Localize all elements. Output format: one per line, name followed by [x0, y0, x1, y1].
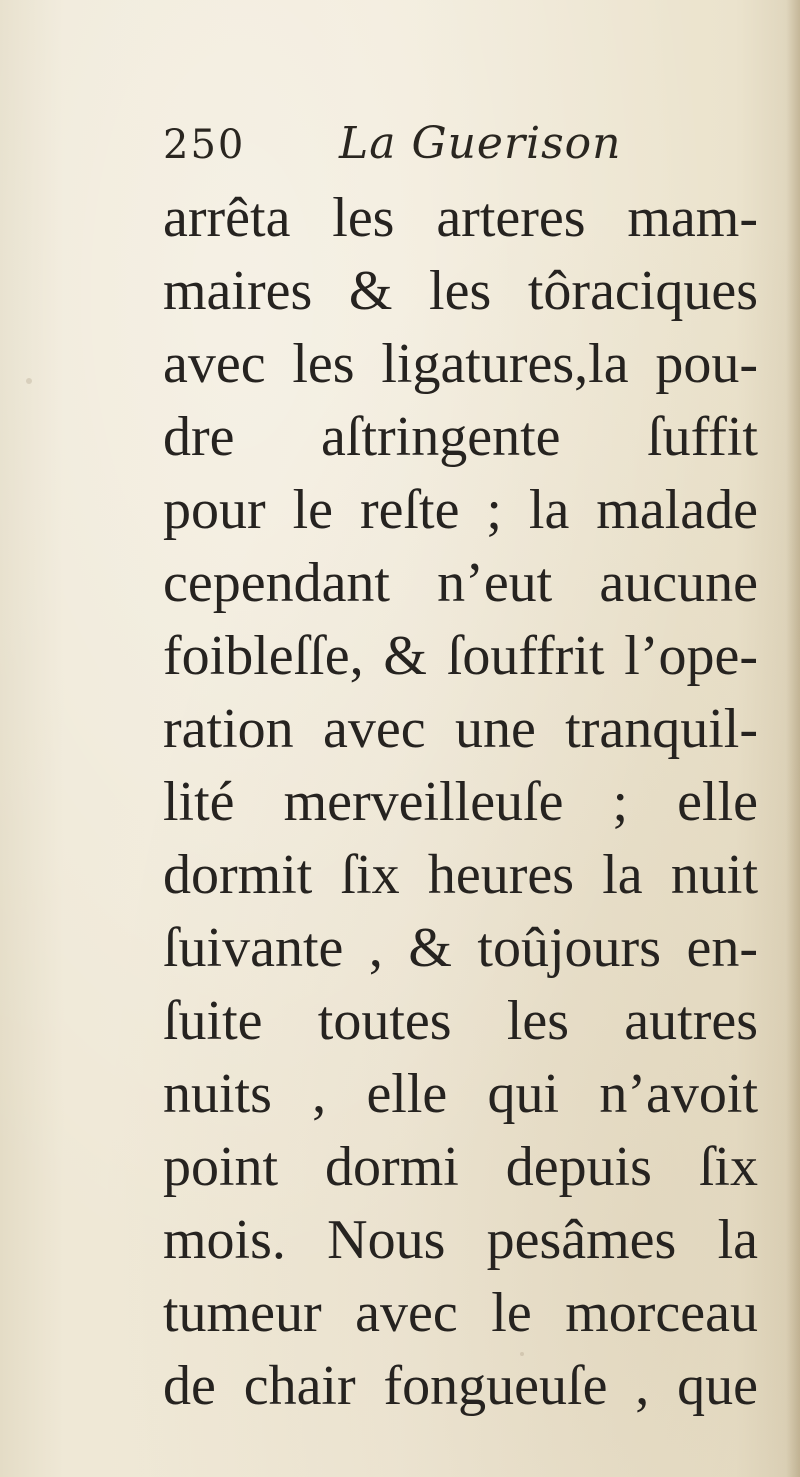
text-line: point dormi depuis ſix	[163, 1136, 758, 1198]
text-line: maires & les tôraciques	[163, 260, 758, 322]
text-line: tumeur avec le morceau	[163, 1282, 758, 1344]
text-line: ſuivante , & toûjours en-	[163, 917, 758, 979]
text-line: cependant n’eut aucune	[163, 552, 758, 614]
text-line: nuits , elle qui n’avoit	[163, 1063, 758, 1125]
text-line: foibleſſe, & ſouffrit l’ope-	[163, 625, 758, 687]
text-line: ration avec une tranquil-	[163, 698, 758, 760]
text-line: ſuite toutes les autres	[163, 990, 758, 1052]
text-line: mois. Nous pesâmes la	[163, 1209, 758, 1271]
page-number: 250	[163, 122, 246, 168]
text-line: avec les ligatures,la pou-	[163, 333, 758, 395]
body-text	[163, 182, 758, 1423]
running-title: La Guerison	[339, 118, 622, 169]
text-line: dre aſtringente ſuffit	[163, 406, 758, 468]
text-line: de chair fongueuſe , que	[163, 1355, 758, 1417]
text-line: pour le reſte ; la malade	[163, 479, 758, 541]
text-line: lité merveilleuſe ; elle	[163, 771, 758, 833]
paper-speck	[26, 378, 32, 384]
text-line: dormit ſix heures la nuit	[163, 844, 758, 906]
text-line: arrêta les arteres mam-	[163, 187, 758, 249]
